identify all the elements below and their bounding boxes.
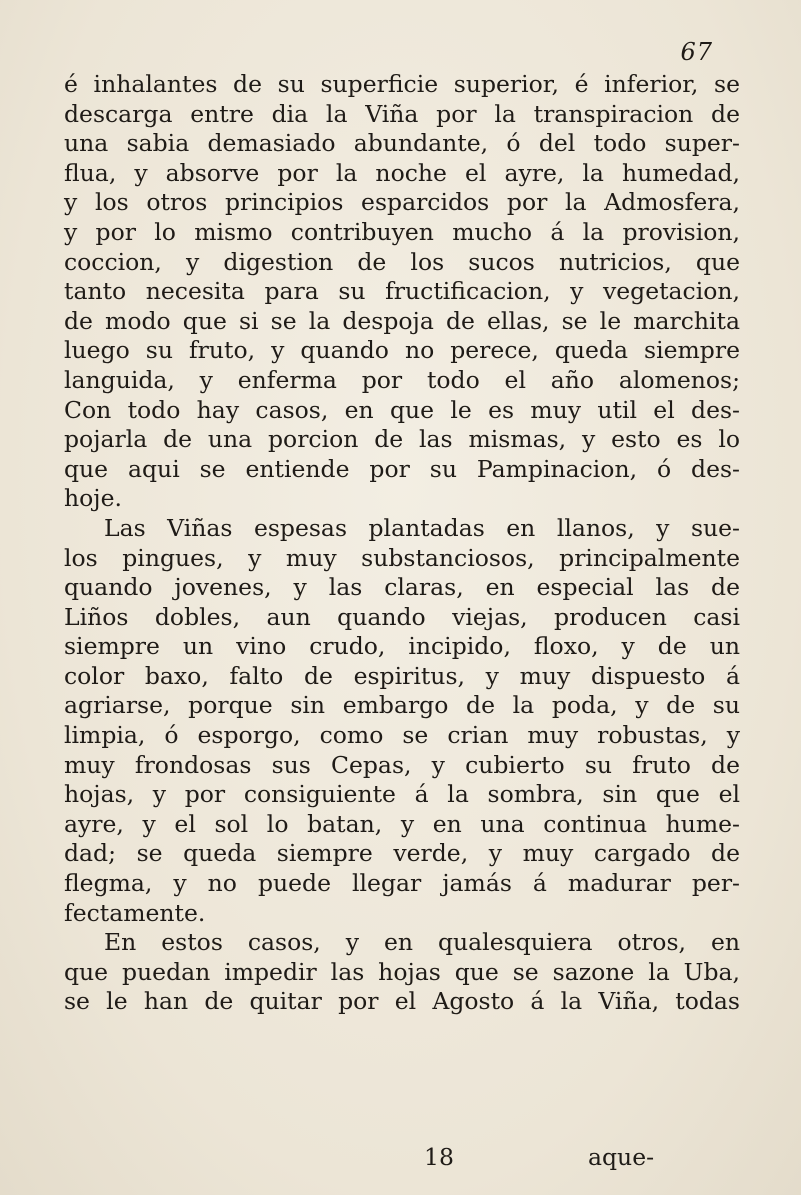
text-line: los pingues, y muy substanciosos, principalmente — [64, 543, 740, 572]
text-line: y por lo mismo contribuyen mucho á la provision, — [64, 217, 740, 246]
text-line: agriarse, porque sin embargo de la poda, y de su — [64, 691, 740, 720]
text-line: ayre, y el sol lo batan, y en una continua hume- — [64, 809, 740, 838]
text-line: é inhalantes de su superficie superior, é inferior, se — [64, 70, 740, 98]
text-line: languida, y enferma por todo el año alomenos; — [64, 365, 740, 394]
text-line: y los otros principios esparcidos por la Admosfera, — [64, 188, 740, 217]
text-line: que aqui se entiende por su Pampinacion, ó des- — [64, 454, 740, 483]
text-line: flegma, y no puede llegar jamás á madurar per- — [64, 869, 740, 898]
paragraph — [64, 514, 740, 928]
text-line: luego su fruto, y quando no perece, queda siempre — [64, 336, 740, 365]
text-line: coccion, y digestion de los sucos nutricios, que — [64, 247, 740, 276]
text-line: muy frondosas sus Cepas, y cubierto su fruto de — [64, 750, 740, 779]
text-line: siempre un vino crudo, incipido, floxo, y de un — [64, 632, 740, 661]
catchword: aque- — [588, 1143, 655, 1171]
page-footer — [0, 1143, 801, 1173]
text-line: tanto necesita para su fructificacion, y vegetacion, — [64, 277, 740, 306]
text-line: color baxo, falto de espiritus, y muy dispuesto á — [64, 661, 740, 690]
text-line: Liños dobles, aun quando viejas, producen casi — [64, 602, 740, 631]
text-line: quando jovenes, y las claras, en especial las de — [64, 573, 740, 602]
text-line: dad; se queda siempre verde, y muy cargado de — [64, 839, 740, 868]
paragraph — [64, 928, 740, 1017]
text-line: Con todo hay casos, en que le es muy util el des- — [64, 395, 740, 424]
body-text — [64, 70, 740, 1017]
paragraph — [64, 70, 740, 514]
text-line: descarga entre dia la Viña por la transpiracion de — [64, 99, 740, 128]
text-line: que puedan impedir las hojas que se sazone la Uba, — [64, 957, 740, 986]
text-line: de modo que si se la despoja de ellas, se le marchita — [64, 306, 740, 335]
text-line: limpia, ó esporgo, como se crian muy robustas, y — [64, 721, 740, 750]
text-line: En estos casos, y en qualesquiera otros, en — [104, 928, 740, 957]
text-line: pojarla de una porcion de las mismas, y esto es lo — [64, 425, 740, 454]
page-number: 67 — [680, 38, 713, 66]
text-line: una sabia demasiado abundante, ó del todo super- — [64, 129, 740, 158]
printer-signature-mark: 18 — [424, 1143, 454, 1171]
text-line: Las Viñas espesas plantadas en llanos, y sue- — [104, 513, 740, 542]
text-line: flua, y absorve por la noche el ayre, la humedad, — [64, 158, 740, 187]
text-line: se le han de quitar por el Agosto á la Viña, todas — [64, 987, 740, 1016]
text-line: hoje. — [64, 484, 122, 513]
text-line: hojas, y por consiguiente á la sombra, sin que el — [64, 780, 740, 809]
text-line: fectamente. — [64, 898, 206, 927]
